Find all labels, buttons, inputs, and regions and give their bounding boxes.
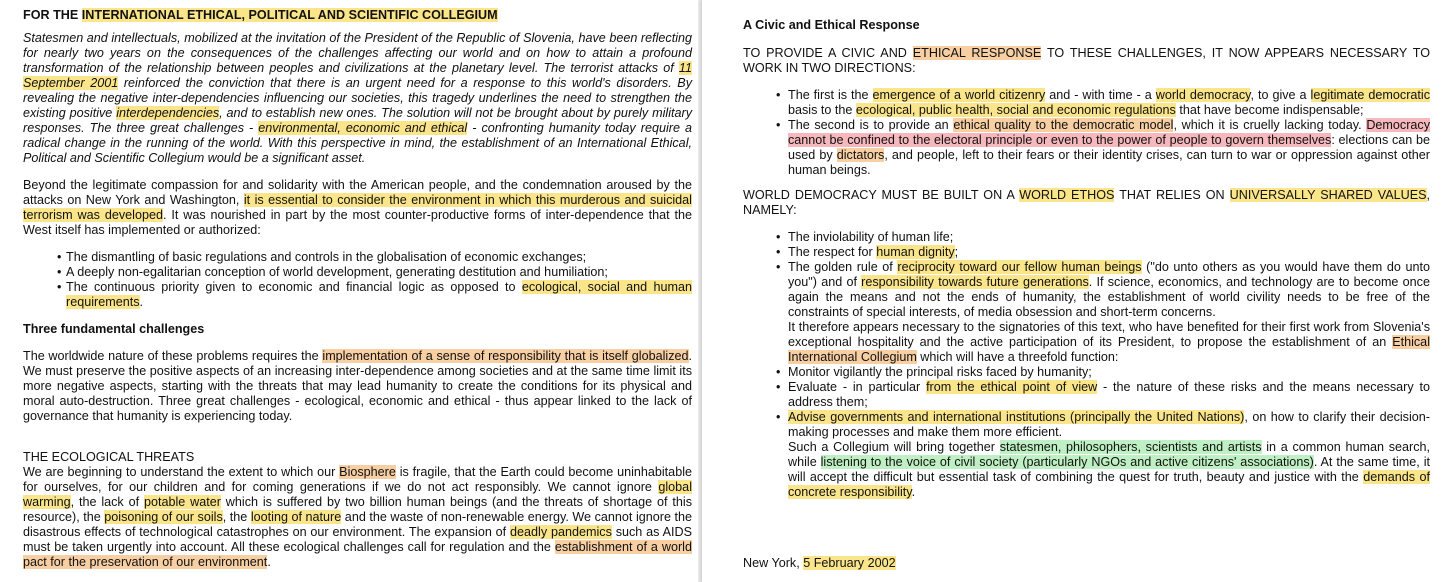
list-item-text: in a common human search, while (788, 440, 1430, 469)
list-item-text: ; (954, 245, 959, 259)
list-item-text: and - with time - a (1045, 88, 1156, 102)
list-item (743, 230, 1430, 245)
list-item (743, 410, 1430, 440)
body-text: is fragile, that the Earth could become uninhabitable for ourselves, for our children and for coming generations if we do not act responsibly. We cannot ignore (23, 465, 692, 494)
body-text: TO THESE CHALLENGES, IT NOW APPEARS NECESSARY TO WORK IN TWO DIRECTIONS: (743, 46, 1431, 75)
list-item-text: - the nature of these risks and the means necessary to address them; (788, 380, 1430, 409)
title-highlight: INTERNATIONAL ETHICAL, POLITICAL AND SCIENTIFIC COLLEGIUM (81, 8, 498, 22)
intro-text: Statesmen and intellectuals, mobilized at the invitation of the President of the Republic of Slovenia, have been reflecting for nearly two years on the consequences of the challenges affecting our world and on how to attain a profound transformation of the relationship between peoples and civilizations at the planetary level. The terrorist attacks of (23, 31, 692, 75)
heading-fundamental-challenges: Three fundamental challenges (23, 322, 205, 336)
highlight-statesmen: statesmen, philosophers, scientists and artists (999, 440, 1262, 454)
list-item (743, 260, 1430, 320)
list-item-text: Evaluate - in particular (788, 380, 927, 394)
highlight-responsibility: implementation of a sense of responsibility that is itself globalized (322, 349, 689, 363)
body-text: such as AIDS must be taken urgently into account. All these ecological challenges call for regulation and the (23, 525, 692, 554)
highlight-concrete-responsibility: demands of concrete responsibility (788, 470, 1430, 499)
list-item-text: ("do unto others as you would have them do unto you") and of (788, 260, 1430, 289)
list-item (743, 88, 1430, 118)
list-item-text: , on how to clarify their decision-making processes and make them more efficient. (788, 410, 1430, 439)
list-item-text: , which it is cruelly lacking today. (1173, 118, 1367, 132)
body-text: We are beginning to understand the extent to which our (23, 465, 340, 479)
list-item (743, 245, 1430, 260)
paragraph-worldwide (23, 349, 692, 424)
highlight-poisoning: poisoning of our soils (104, 510, 223, 524)
document-page-right (702, 0, 1456, 582)
highlight-reciprocity: reciprocity toward our fellow human beings (897, 260, 1142, 274)
document-page-left (0, 0, 698, 582)
list-item (23, 280, 692, 310)
list-item-text: The first is the (788, 88, 873, 102)
list-item-text: basis to the (788, 103, 856, 117)
highlight-democracy-confined: Democracy cannot be confined to the electoral principle or even to the power of people to govern themselves (788, 118, 1430, 147)
body-text: The worldwide nature of these problems requires the (23, 349, 323, 363)
highlight-collegium: Ethical International Collegium (788, 335, 1430, 364)
list-item (23, 265, 692, 280)
highlight-world-democracy: world democracy (1155, 88, 1251, 102)
intro-text: - confronting humanity today require a radical change in the running of the world. With this perspective in mind, the establishment of an International Ethical, Political and Scientific Collegium would be a significant asset. (23, 121, 692, 165)
list-item (743, 365, 1430, 380)
body-text: . We must preserve the positive aspects of an increasing inter-dependence among societies and at the same time limit its more negative aspects, starting with the threats that may lead humanity to create the conditions for its physical and moral auto-destruction. Three great challenges - ecological, economic and ethical - thus appear linked to the lack of governance that humanity is experiencing today. (23, 349, 693, 423)
list-item-text: that have become indispensable; (1175, 103, 1364, 117)
paragraph-world-ethos (743, 188, 1430, 218)
highlight-ethical-view: from the ethical point of view (926, 380, 1098, 394)
list-item-text: . (139, 295, 143, 309)
list-item-text: : elections can be used by (788, 133, 1430, 162)
highlight-regulations: ecological, public health, social and economic regulations (855, 103, 1176, 117)
paragraph-civic (743, 46, 1430, 76)
list-item-text: The dismantling of basic regulations and controls in the globalisation of economic exchanges; (66, 250, 587, 264)
intro-paragraph (23, 31, 692, 166)
body-text: . It was nourished in part by the most counter-productive forms of inter-dependence that the West itself has implemented or authorized: (23, 208, 692, 237)
list-item-text: , and people, left to their fears or their identity crises, can turn to war or oppression against other human beings. (788, 148, 1430, 177)
footer-place: New York, (743, 556, 804, 570)
list-item-text: The inviolability of human life; (788, 230, 954, 244)
list-item-text: The continuous priority given to economic and financial logic as opposed to (66, 280, 522, 294)
highlight-human-dignity: human dignity (876, 245, 955, 259)
highlight-interdependencies: interdependencies (116, 106, 220, 120)
highlight-future-generations: responsibility towards future generations (861, 275, 1089, 289)
list-item-text: , to give a (1250, 88, 1311, 102)
list-item-text: Such a Collegium will bring together (788, 440, 1000, 454)
body-text: , NAMELY: (743, 188, 1430, 217)
list-item-text: . (911, 485, 916, 499)
list-item-text: It therefore appears necessary to the signatories of this text, who have benefited for their first work from Slovenia's exceptional hospitality and the active participation of its President, to propose the establishment of an (788, 320, 1430, 349)
list-item (743, 380, 1430, 410)
highlight-legitimate: legitimate democratic (1310, 88, 1431, 102)
page-title (23, 8, 692, 23)
highlight-world-ethos: WORLD ETHOS (1019, 188, 1115, 202)
body-text: WORLD DEMOCRACY MUST BE BUILT ON A (743, 188, 1020, 202)
heading-ecological-threats: THE ECOLOGICAL THREATS (23, 450, 195, 464)
highlight-looting: looting of nature (250, 510, 342, 524)
highlight-civil-society: listening to the voice of civil society (particularly NGOs and active citizens' associations) (820, 455, 1314, 469)
highlight-advise: Advise governments and international institutions (principally the United Nations) (788, 410, 1245, 424)
highlight-global-warming: global warming (23, 480, 692, 509)
highlight-world-citizenry: emergence of a world citizenry (872, 88, 1046, 102)
highlight-pandemics: deadly pandemics (510, 525, 612, 539)
list-item-text: which will have a threefold function: (916, 350, 1119, 364)
highlight-environment: it is essential to consider the environment in which this murderous and suicidal terrorism was developed (23, 193, 692, 222)
list-item (743, 118, 1430, 178)
list-item-continuation (743, 440, 1430, 500)
bullet-list-directions (743, 88, 1430, 178)
list-item-text: The second is to provide an (788, 118, 954, 132)
title-prefix: FOR THE (23, 8, 82, 22)
body-text: . (267, 555, 271, 569)
list-item-text: The respect for (788, 245, 877, 259)
list-item (23, 250, 692, 265)
list-item-text: Monitor vigilantly the principal risks faced by humanity; (788, 365, 1092, 379)
paragraph-ecological (23, 465, 692, 570)
body-text: THAT RELIES ON (1114, 188, 1230, 202)
heading-civic-response: A Civic and Ethical Response (743, 18, 920, 32)
highlight-biosphere: Biosphere (339, 465, 396, 479)
bullet-list-interdependence (23, 250, 692, 310)
list-item-text: The golden rule of (788, 260, 898, 274)
intro-text: reinforced the conviction that there is an urgent need for a response to this world's disorders. By revealing the negative inter-dependencies influencing our societies, this tragedy underlines the need to strengthen the existing positive (23, 76, 692, 120)
list-item-continuation (743, 320, 1430, 365)
highlight-ethical-quality: ethical quality to the democratic model (953, 118, 1174, 132)
body-text: and the waste of non-renewable energy. We cannot ignore the disastrous effects of technological catastrophes on our environment. The expansion of (23, 510, 692, 539)
highlight-date: 5 February 2002 (803, 556, 896, 570)
list-item-text: . At the same time, it will accept the difficult but essential task of combining the quest for truth, beauty and justice with the (788, 455, 1430, 484)
highlight-date: 11 September 2001 (23, 61, 692, 90)
highlight-ethical-response: ETHICAL RESPONSE (912, 46, 1042, 60)
body-text: which is suffered by two billion human beings (and the threats of shortage of this resource), the (23, 495, 692, 524)
highlight-potable-water: potable water (143, 495, 221, 509)
highlight-dictators: dictators (836, 148, 885, 162)
list-item-text: A deeply non-egalitarian conception of world development, generating destitution and humiliation; (66, 265, 608, 279)
body-text: TO PROVIDE A CIVIC AND (743, 46, 913, 60)
intro-text: , and to establish new ones. The solution will not be brought about by purely military responses. The three great challenges - (23, 106, 693, 135)
footer-dateline (743, 556, 896, 571)
highlight-world-pact: establishment of a world pact for the preservation of our environment (23, 540, 692, 569)
highlight-challenges: environmental, economic and ethical (258, 121, 468, 135)
body-text: , the (222, 510, 251, 524)
body-text: , the lack of (70, 495, 144, 509)
bullet-list-values (743, 230, 1430, 500)
body-text: Beyond the legitimate compassion for and solidarity with the American people, and the condemnation aroused by the attacks on New York and Washington, (23, 178, 692, 207)
list-item-text: . If science, economics, and technology are to become once again the means and not the ends of humanity, the establishment of world civility needs to be free of the constraints of special interests, of media obsession and short-term concerns. (788, 275, 1430, 319)
highlight-requirements: ecological, social and human requirements (66, 280, 692, 309)
paragraph-beyond (23, 178, 692, 238)
highlight-shared-values: UNIVERSALLY SHARED VALUES (1229, 188, 1427, 202)
